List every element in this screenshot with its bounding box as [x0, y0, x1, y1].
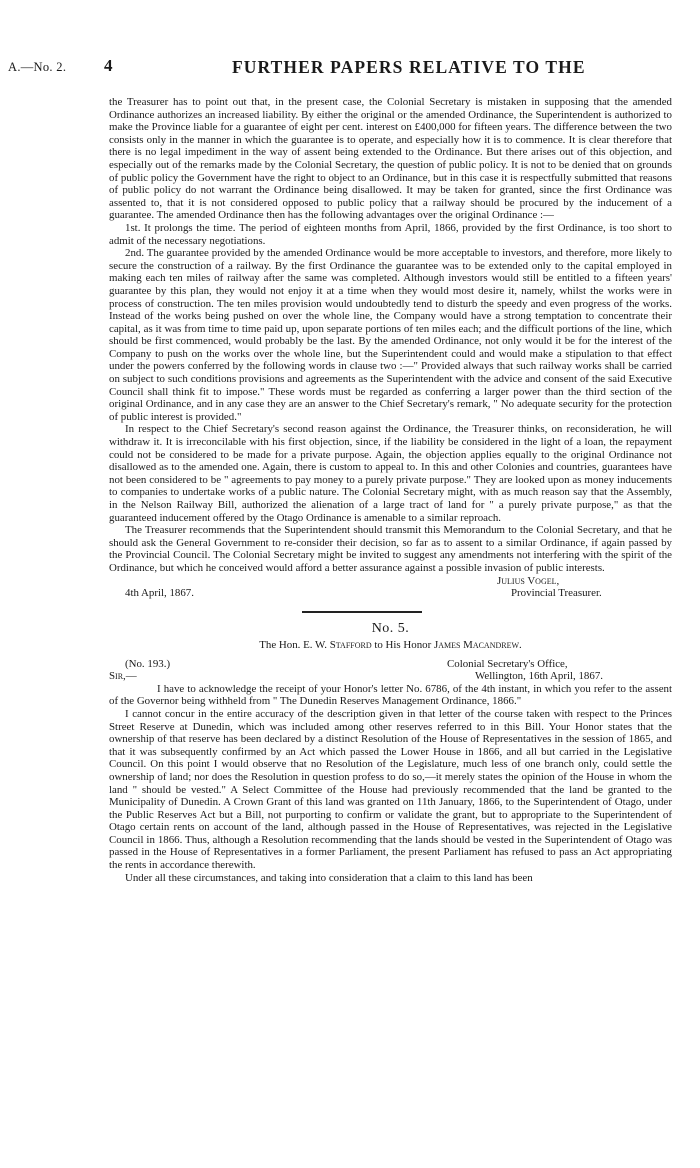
- document-reference: A.—No. 2.: [8, 60, 67, 74]
- letter-paragraph: I cannot concur in the entire accuracy of the description given in that letter of the course taken with respect to the Princes Street Reserve at Dunedin, which was included among other reserves referred to in this Bill. Your Honor states that the ownership of that reserve has been declared by a distinct Resolution of the House of Representatives in the session of 1865, and that it was subsequently confirmed by an Act which passed the Lower House in 1866, and all but carried in the Legislative Council. On this point I would observe that no Resolution of the Legislature, much less of one branch only, could settle the ownership of land; nor does the Resolution in question profess to do so,—it merely states the opinion of the House in whom the land " should be vested." A Select Committee of the House had previously recommended that the land be granted to the Municipality of Dunedin. A Crown Grant of this land was granted on 11th January, 1866, to the Superintendent of Otago, under the Public Reserves Act but a Bill, not purporting to confirm or validate the grant, but to appropriate to the Superintendent of Otago certain rents on account of the land, although passed in the House of Representatives, was rejected in the Legislative Council in 1866. Thus, although a Resolution recommending that the lands should be vested in the Superintendent of Otago was passed in the House of Representatives in a former Parliament, the present Parliament has refused to pass an Act appropriating the rents in accordance therewith.: [109, 707, 672, 872]
- letter-paragraph: Under all these circumstances, and taking into consideration that a claim to this land has been: [125, 871, 533, 884]
- to-name: James Macandrew.: [433, 639, 522, 652]
- page-number: 4: [104, 56, 113, 75]
- signatory-title: Provincial Treasurer.: [511, 587, 602, 600]
- letter-address-block: [109, 658, 672, 683]
- letter-place-date: Wellington, 16th April, 1867.: [475, 670, 603, 683]
- memorandum-date: 4th April, 1867.: [125, 587, 194, 600]
- letter: [109, 620, 672, 885]
- memorandum-paragraph: 2nd. The guarantee provided by the amended Ordinance would be more acceptable to investors, and therefore, more likely to secure the construction of a railway. By the first Ordinance the guarantee was to be extended only to the capital employed in making each ten miles of railway after the same was completed. Although investors would still be entitled to a fifteen years' guarantee by this plan, they would not enjoy it at a time when they would most desire it, namely, whilst the works were in process of construction. The ten miles provision would undoubtedly tend to disturb the speedy and even progress of the works. Instead of the works being pushed on over the whole line, the Company would have a strong temptation to concentrate their capital, as it was from time to time paid up, upon separate portions of ten miles each; and the difficult portions of the line, which should be first commenced, would probably be the last. By the amended Ordinance, not only would it be for the interest of the Company to push on the works over the whole line, but the Superintendent could and would make a stipulation to that effect under the powers conferred by the following words in clause two :—" Provided always that such railway works shall be carried on subject to such conditions provisions and agreements as the Superintendent with the advice and consent of the said Executive Council shall think fit to impose." These words must be regarded as conferring a larger power than the third section of the original Ordinance, and in any case they are an answer to the Chief Secretary's remark, " No adequate security for the protection of public interest is provided.": [109, 247, 672, 423]
- memorandum-paragraph: In respect to the Chief Secretary's second reason against the Ordinance, the Treasurer thinks, on reconsideration, he will withdraw it. It is irreconcilable with his first objection, since, if the liability be considered in the light of a loan, the repayment could not be considered to be made for a private purpose. Again, the objection applies equally to the original Ordinance not disallowed as to the amended one. Again, there is custom to appeal to. In this and other Colonies and countries, guarantees have not been considered to be " agreements to pay money to a purely private purpose." They are looked upon as money inducements to companies to undertake works of a public nature. The Colonial Secretary might, with as much reason say that the Assembly, in the Nelson Railway Bill, authorized the alienation of a large tract of land for " a purely private purpose," as that the guaranteed inducement offered by the Otago Ordinance is amenable to a similar reproach.: [109, 423, 672, 524]
- letter-number: No. 5.: [371, 620, 410, 636]
- from-prefix: The Hon. E. W.: [259, 639, 327, 652]
- letter-office: Colonial Secretary's Office,: [447, 657, 568, 670]
- running-title: FURTHER PAPERS RELATIVE TO THE: [232, 57, 586, 77]
- memorandum-paragraph: The Treasurer recommends that the Superintendent should transmit this Memorandum to the Colonial Secretary, and that he should ask the General Government to re-consider their decision, so far as to assent to a similar Ordinance, if again passed by the Provincial Council. The Colonial Secretary might be invited to suggest any amendments not interfering with the spirit of the Ordinance, but which he conceived would afford a better assurance against a possible invasion of public interests.: [109, 524, 672, 574]
- memorandum-paragraph: 1st. It prolongs the time. The period of eighteen months from April, 1866, provided by the first Ordinance, is too short to admit of the necessary negotiations.: [109, 221, 672, 247]
- memorandum-paragraph: the Treasurer has to point out that, in the present case, the Colonial Secretary is mistaken in supposing that the amended Ordinance authorizes an increased liability. By either the original or the amended Ordinance, the Superintendent is authorized to make the Province liable for a guarantee of eight per cent. interest on £400,000 for fifteen years. The difference between the two consists only in the manner in which the guarantee is to operate, and especially how it is to commence. It is clear therefore that there is no legal impediment in the way of assent being extended to the Ordinance. But there arises out of this objection, and especially out of the remarks made by the Colonial Secretary, the question of public policy. It is not to be denied that on grounds of public policy the Government have the right to object to an Ordinance, but in this case it is respectfully submitted that reasons of public policy do not warrant the Ordinance being disallowed. It may be taken for granted, since the first Ordinance was assented to, that it is not considered opposed to public policy that a railway should be procured by the inducement of a guarantee. The amended Ordinance then has the following advantages over the original Ordinance :—: [109, 96, 672, 222]
- body-column: [109, 96, 672, 884]
- memorandum: [109, 96, 672, 600]
- signature-name: Julius Vogel,: [497, 574, 560, 587]
- section-divider: [302, 611, 422, 613]
- letter-paragraph: I have to acknowledge the receipt of your Honor's letter No. 6786, of the 4th instant, in which you refer to the assent of the Governor being withheld from " The Dunedin Reserves Management Ordinance, 1866.": [109, 682, 672, 708]
- letter-addressing: [109, 639, 672, 652]
- to-prefix: to His Honor: [374, 639, 432, 652]
- from-name: Stafford: [329, 639, 372, 652]
- letter-salutation: Sir,—: [109, 670, 137, 683]
- letter-ref-number: (No. 193.): [125, 657, 171, 670]
- memorandum-signature-block: [109, 575, 672, 600]
- page-header: [0, 56, 700, 80]
